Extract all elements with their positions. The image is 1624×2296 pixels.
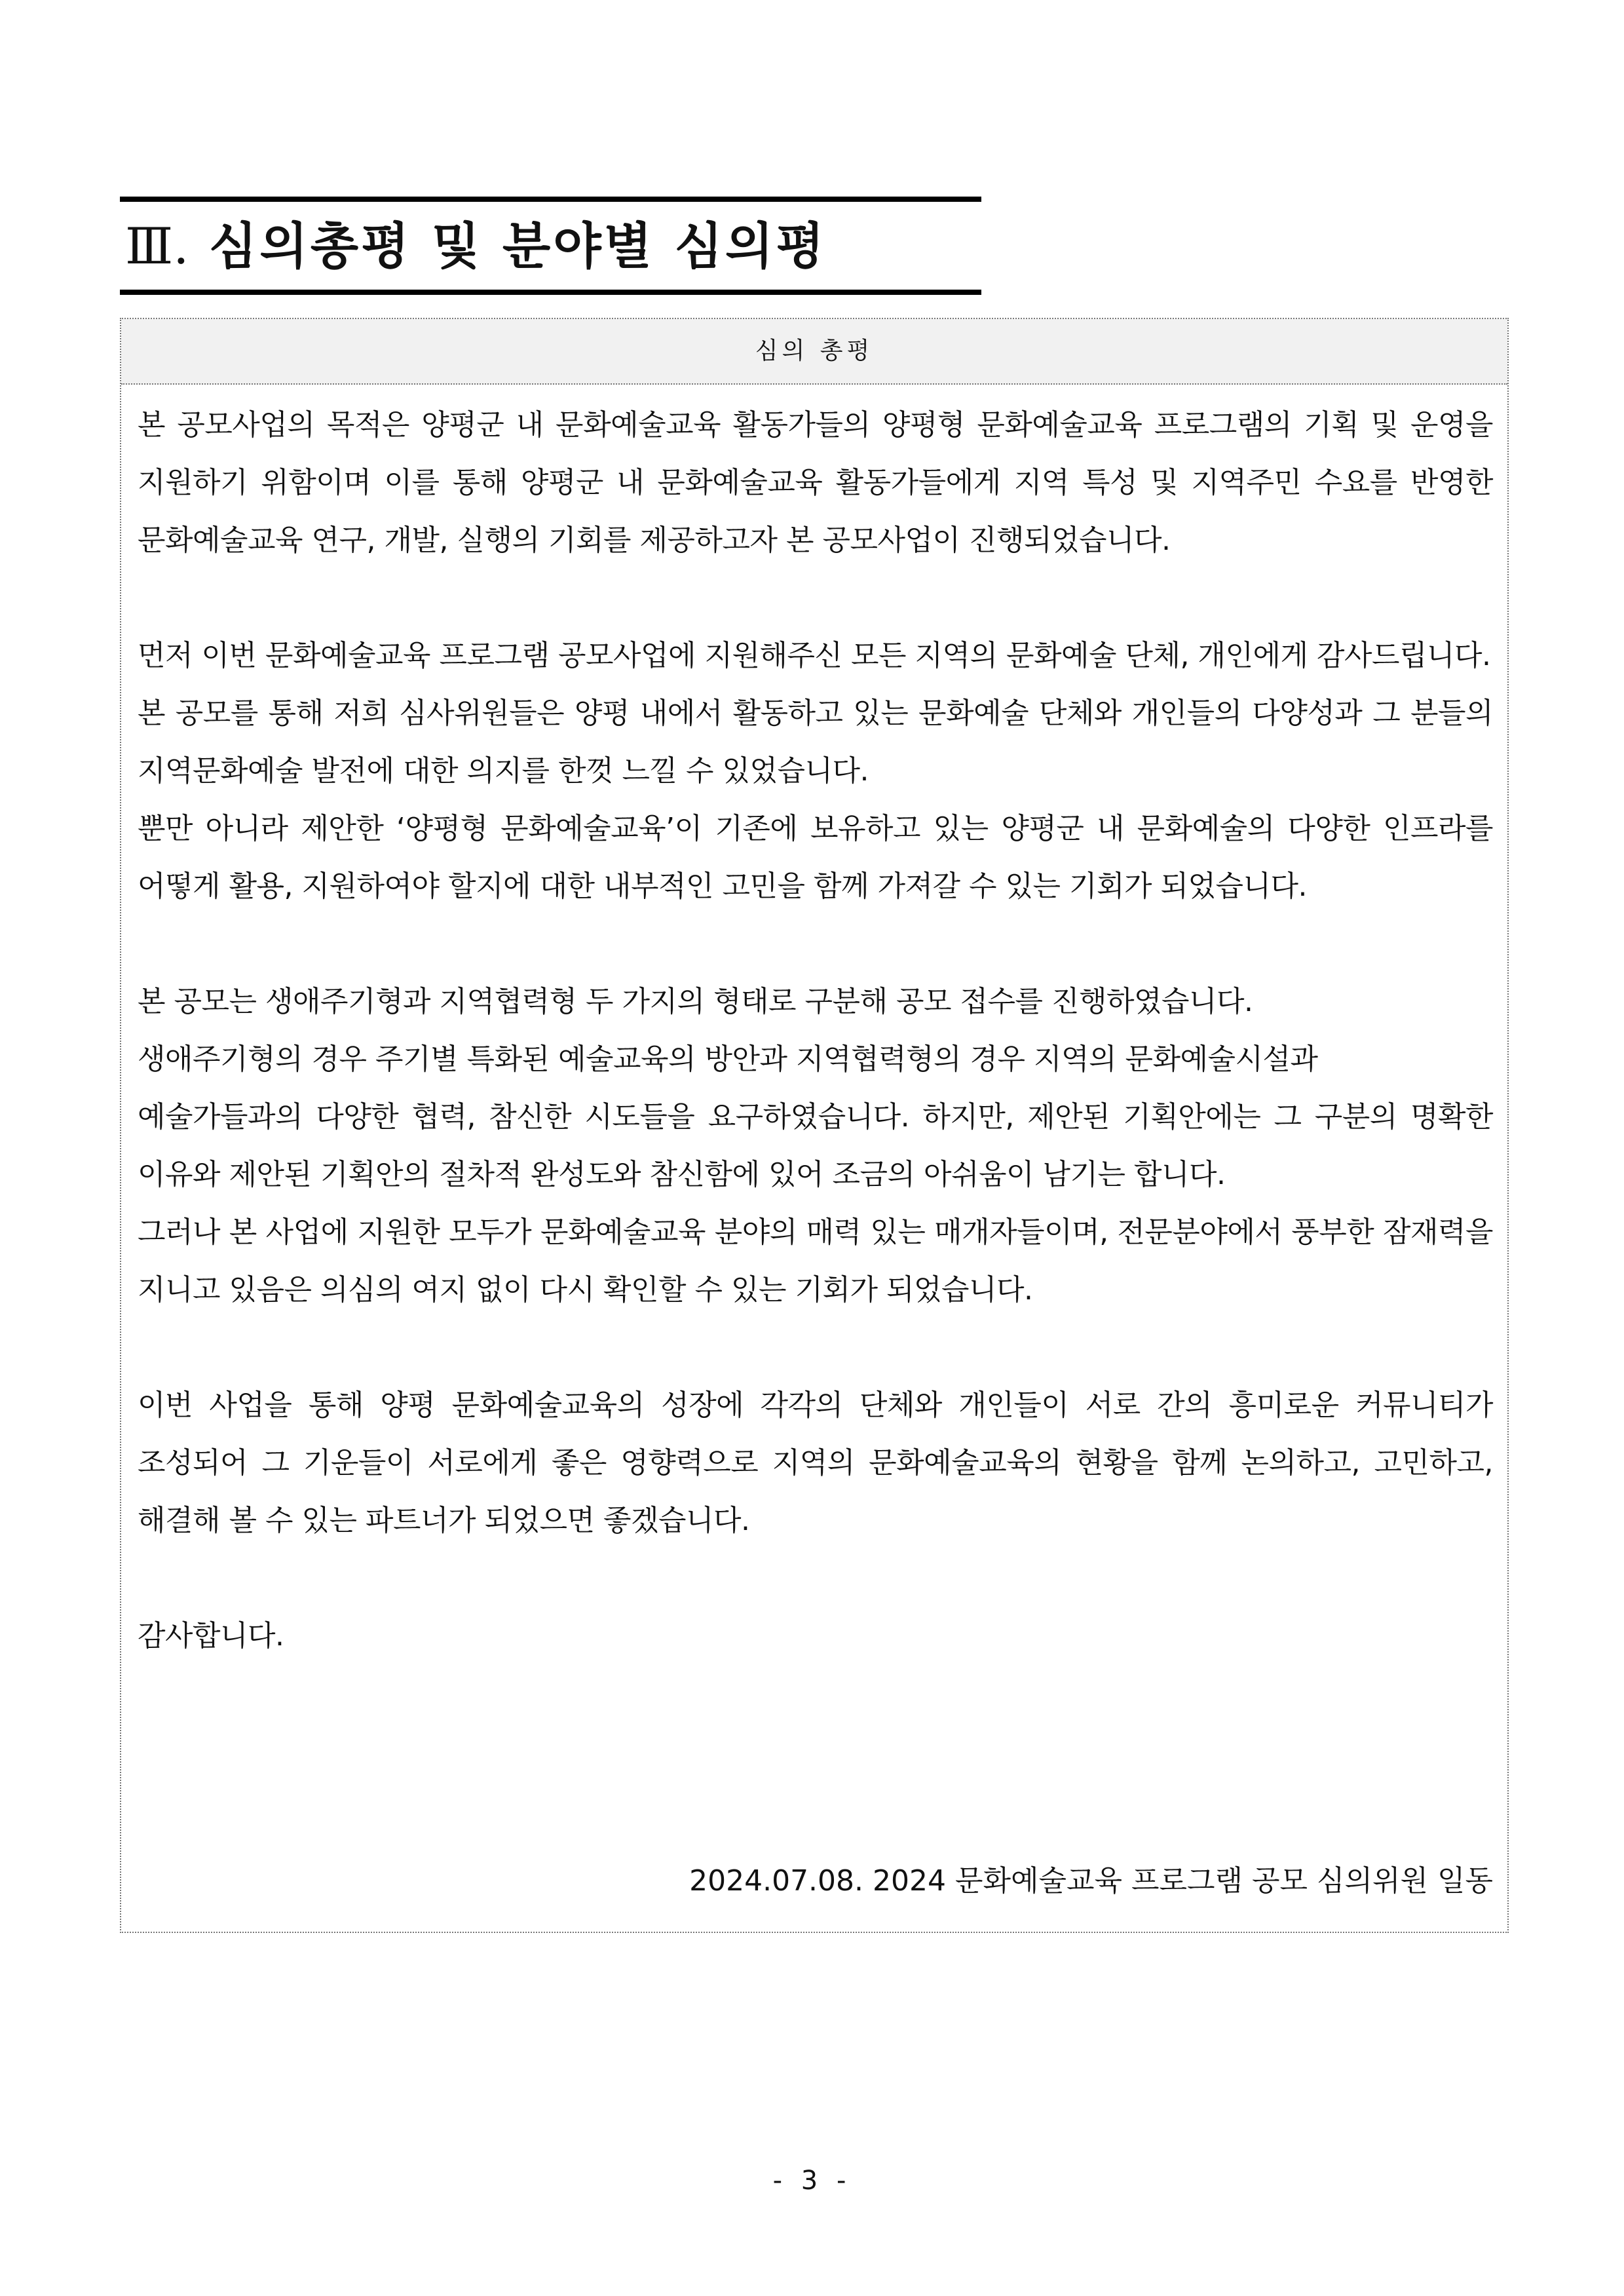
paragraph-closing: 감사합니다.: [138, 1619, 284, 1653]
paragraph-collaboration: 예술가들과의 다양한 협력, 참신한 시도들을 요구하였습니다. 하지만, 제안된 기획안에는 그 구분의 명확한 이유와 제안된 기획안의 절차적 완성도와 참신함에 있어 조금의 아쉬움이 남기는 합니다.: [138, 1100, 1493, 1191]
paragraph-potential: 그러나 본 사업에 지원한 모두가 문화예술교육 분야의 매력 있는 매개자들이며, 전문분야에서 풍부한 잠재력을 지니고 있음은 의심의 여지 없이 다시 확인할 수 있는 기회가 되었습니다.: [138, 1215, 1493, 1307]
paragraph-thanks: 먼저 이번 문화예술교육 프로그램 공모사업에 지원해주신 모든 지역의 문화예술 단체, 개인에게 감사드립니다.: [138, 639, 1491, 672]
section-number: Ⅲ.: [125, 217, 189, 275]
paragraph-community: 이번 사업을 통해 양평 문화예술교육의 성장에 각각의 단체와 개인들이 서로 간의 흥미로운 커뮤니티가 조성되어 그 기운들이 서로에게 좋은 영향력으로 지역의 문화예술교육의 현황을 함께 논의하고, 고민하고, 해결해 볼 수 있는 파트너가 되었으면 좋겠습니다.: [138, 1388, 1493, 1537]
paragraph-purpose: 본 공모사업의 목적은 양평군 내 문화예술교육 활동가들의 양평형 문화예술교육 프로그램의 기획 및 운영을 지원하기 위함이며 이를 통해 양평군 내 문화예술교육 활동가들에게 지역 특성 및 지역주민 수요를 반영한 문화예술교육 연구, 개발, 실행의 기회를 제공하고자 본 공모사업이 진행되었습니다.: [138, 408, 1493, 557]
review-box-header: 심의 총평: [121, 319, 1507, 385]
review-summary-box: [120, 318, 1509, 1933]
paragraph-infrastructure: 뿐만 아니라 제안한 ‘양평형 문화예술교육’이 기존에 보유하고 있는 양평군 내 문화예술의 다양한 인프라를 어떻게 활용, 지원하여야 할지에 대한 내부적인 고민을 함께 가져갈 수 있는 기회가 되었습니다.: [138, 812, 1493, 903]
paragraph-gap: [138, 569, 1493, 627]
review-signature: 2024.07.08. 2024 문화예술교육 프로그램 공모 심의위원 일동: [689, 1864, 1493, 1898]
page-number: - 3 -: [772, 2166, 852, 2196]
paragraph-gap: [138, 1319, 1493, 1377]
paragraph-gap: [138, 1550, 1493, 1607]
section-title-text: 심의총평 및 분야별 심의평: [208, 217, 827, 275]
paragraph-diversity: 본 공모를 통해 저희 심사위원들은 양평 내에서 활동하고 있는 문화예술 단체와 개인들의 다양성과 그 분들의 지역문화예술 발전에 대한 의지를 한껏 느낄 수 있었습니다.: [138, 697, 1493, 788]
paragraph-types: 본 공모는 생애주기형과 지역협력형 두 가지의 형태로 구분해 공모 접수를 진행하였습니다.: [138, 985, 1253, 1018]
section-title: [125, 214, 827, 279]
paragraph-lifecycle: 생애주기형의 경우 주기별 특화된 예술교육의 방안과 지역협력형의 경우 지역의 문화예술시설과: [138, 1043, 1318, 1076]
review-box-body: [138, 396, 1493, 1665]
paragraph-gap: [138, 915, 1493, 973]
section-heading: [120, 197, 981, 295]
